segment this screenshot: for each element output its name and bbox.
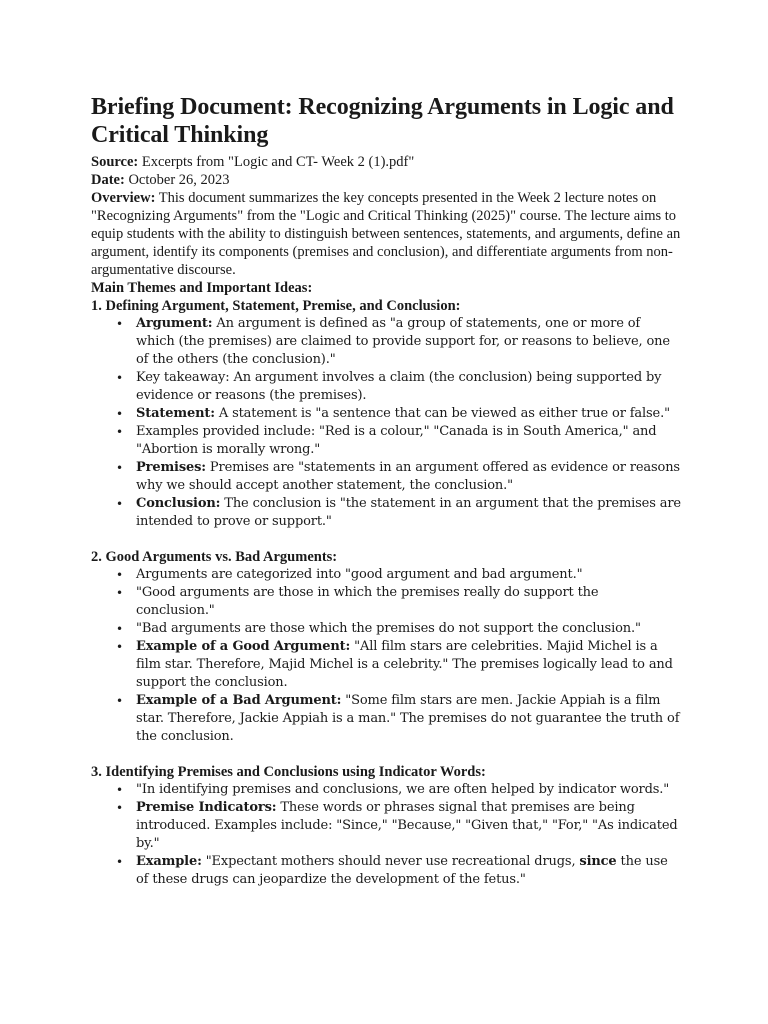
list-item-text: "In identifying premises and conclusions, we are often helped by indicator words." bbox=[136, 782, 670, 797]
indicator-word: since bbox=[579, 854, 617, 869]
section-3-heading: 3. Identifying Premises and Conclusions using Indicator Words: bbox=[91, 764, 486, 780]
list-item-bold: Conclusion: bbox=[136, 496, 221, 511]
date-label: Date: bbox=[91, 172, 125, 188]
list-item-text: Arguments are categorized into "good argument and bad argument." bbox=[136, 567, 583, 582]
date-line bbox=[91, 171, 691, 189]
list-item-bold: Example of a Good Argument: bbox=[136, 639, 351, 654]
list-item bbox=[136, 566, 681, 584]
list-item-bold: Example of a Bad Argument: bbox=[136, 693, 342, 708]
list-item bbox=[136, 423, 681, 459]
date-value: October 26, 2023 bbox=[124, 172, 230, 188]
list-item-text: These words or phrases signal that premises are being introduced. Examples include: "Since," "Because," "Given that," "For," "As indicated by." bbox=[136, 800, 678, 851]
list-item bbox=[136, 495, 681, 531]
list-item bbox=[136, 459, 681, 495]
list-item-bold: Premises: bbox=[136, 460, 206, 475]
list-item bbox=[136, 692, 681, 746]
list-item bbox=[136, 853, 681, 889]
document-title: Briefing Document: Recognizing Arguments in Logic and Critical Thinking bbox=[91, 94, 674, 148]
section-2-heading: 2. Good Arguments vs. Bad Arguments: bbox=[91, 549, 338, 565]
list-item-text: "Some film stars are men. Jackie Appiah is a film star. Therefore, Jackie Appiah is a man." The premises do not guarantee the truth of the conclusion. bbox=[136, 693, 680, 744]
list-item-text: An argument is defined as "a group of statements, one or more of which (the premises) are claimed to provide support for, or reasons to believe, one of the others (the conclusion)." bbox=[136, 316, 670, 367]
list-item-text: the use of these drugs can jeopardize the development of the fetus." bbox=[136, 854, 668, 887]
list-item-text: "All film stars are celebrities. Majid Michel is a film star. Therefore, Majid Michel is a celebrity." The premises logically lead to and support the conclusion. bbox=[136, 639, 673, 690]
list-item-text: "Good arguments are those in which the premises really do support the conclusion." bbox=[136, 585, 599, 618]
document-page bbox=[91, 93, 691, 889]
section-1-list bbox=[91, 315, 691, 531]
list-item-text: The conclusion is "the statement in an argument that the premises are intended to prove or support." bbox=[136, 496, 681, 529]
list-item bbox=[136, 638, 681, 692]
section-2-list bbox=[91, 566, 691, 746]
overview-label: Overview: bbox=[91, 190, 156, 206]
list-item bbox=[136, 315, 681, 369]
list-item bbox=[136, 781, 681, 799]
list-item bbox=[136, 799, 681, 853]
list-item bbox=[136, 369, 681, 405]
list-item bbox=[136, 620, 681, 638]
list-item-text: "Bad arguments are those which the premises do not support the conclusion." bbox=[136, 621, 641, 636]
main-themes-heading: Main Themes and Important Ideas: bbox=[91, 280, 313, 296]
overview-paragraph bbox=[91, 189, 681, 279]
section-1-heading: 1. Defining Argument, Statement, Premise, and Conclusion: bbox=[91, 298, 461, 314]
overview-value: This document summarizes the key concepts presented in the Week 2 lecture notes on "Recognizing Arguments" from the "Logic and Critical Thinking (2025)" course. The lecture aims to equip students with the ability to distinguish between sentences, statements, and arguments, define an argument, identify its components (premises and conclusion), and differentiate arguments from non-argumentative discourse. bbox=[91, 190, 681, 278]
source-line bbox=[91, 153, 691, 171]
section-3-list bbox=[91, 781, 691, 889]
list-item-bold: Example: bbox=[136, 854, 202, 869]
list-item-bold: Statement: bbox=[136, 406, 215, 421]
list-item-bold: Premise Indicators: bbox=[136, 800, 277, 815]
list-item bbox=[136, 405, 681, 423]
list-item-bold: Argument: bbox=[136, 316, 213, 331]
list-item-text: Premises are "statements in an argument offered as evidence or reasons why we should accept another statement, the conclusion." bbox=[136, 460, 680, 493]
list-item-text: Key takeaway: An argument involves a claim (the conclusion) being supported by evidence or reasons (the premises). bbox=[136, 370, 662, 403]
source-value: Excerpts from "Logic and CT- Week 2 (1).pdf" bbox=[138, 154, 415, 170]
list-item bbox=[136, 584, 681, 620]
list-item-text: "Expectant mothers should never use recreational drugs, bbox=[201, 854, 580, 869]
source-label: Source: bbox=[91, 154, 139, 170]
list-item-text: Examples provided include: "Red is a colour," "Canada is in South America," and "Abortion is morally wrong." bbox=[136, 424, 657, 457]
list-item-text: A statement is "a sentence that can be viewed as either true or false." bbox=[214, 406, 670, 421]
